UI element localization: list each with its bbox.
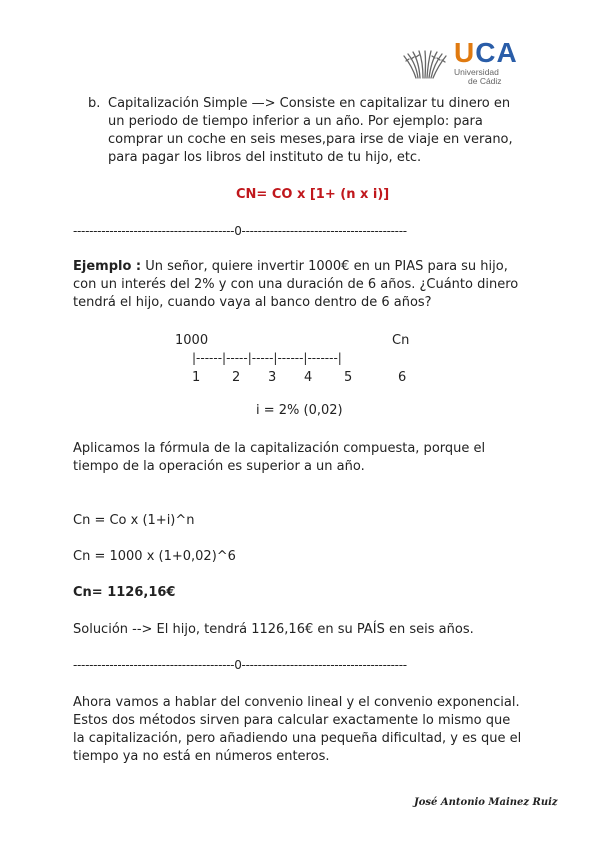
text-line: Estos dos métodos sirven para calcular exactamente lo mismo que — [73, 713, 511, 728]
explanation-paragraph — [73, 440, 485, 476]
logo-subtitle-line2: de Cádiz — [468, 76, 502, 86]
text-line: con un interés del 2% y con una duración de 6 años. ¿Cuánto dinero — [73, 277, 519, 292]
text-line: Aplicamos la fórmula de la capitalización compuesta, porque el — [73, 441, 486, 456]
text-line: tiempo de la operación es superior a un año. — [73, 459, 365, 474]
text-line: un periodo de tiempo inferior a un año. Por ejemplo: para — [108, 114, 483, 129]
section-separator: ----------------------------------------0----------------------------------------- — [73, 658, 407, 672]
timeline-period: 4 — [304, 370, 313, 385]
logo-wordmark — [454, 38, 518, 68]
timeline-period: 6 — [398, 370, 407, 385]
list-marker: b. — [88, 96, 101, 111]
simple-capitalization-formula: CN= CO x [1+ (n x i)] — [236, 187, 390, 202]
result-value: Cn= 1126,16€ — [73, 585, 176, 600]
example-paragraph — [73, 258, 518, 312]
section-separator: ----------------------------------------0----------------------------------------- — [73, 224, 407, 238]
logo-letters-ca: CA — [475, 37, 518, 68]
solution-text: Solución --> El hijo, tendrá 1126,16€ en su PAÍS en seis años. — [73, 622, 474, 637]
fronds-logo-icon — [402, 48, 448, 80]
logo-subtitle — [454, 68, 502, 86]
example-text: Un señor, quiere invertir 1000€ en un PIAS para su hijo, — [141, 259, 508, 274]
substituted-formula: Cn = 1000 x (1+0,02)^6 — [73, 549, 236, 564]
text-line — [73, 258, 518, 276]
list-item-text — [108, 95, 513, 167]
logo-subtitle-line1: Universidad — [454, 67, 499, 77]
text-line: comprar un coche en seis meses,para irse de viaje en verano, — [108, 132, 513, 147]
timeline-start-label: 1000 — [175, 333, 209, 348]
logo-letter-u: U — [454, 37, 476, 68]
timeline-end-label: Cn — [392, 333, 410, 348]
timeline-axis: |------|-----|-----|------|-------| — [192, 351, 342, 365]
uca-logo — [402, 38, 522, 88]
timeline-period: 1 — [192, 370, 201, 385]
text-line: la capitalización, pero añadiendo una pequeña dificultad, y es que el — [73, 731, 522, 746]
closing-paragraph — [73, 694, 521, 766]
text-line: Capitalización Simple —> Consiste en capitalizar tu dinero en — [108, 96, 511, 111]
timeline-period: 3 — [268, 370, 277, 385]
example-label: Ejemplo : — [73, 259, 142, 274]
interest-rate: i = 2% (0,02) — [256, 403, 343, 418]
author-signature: José Antonio Mainez Ruiz — [414, 797, 558, 808]
timeline-period: 2 — [232, 370, 241, 385]
text-line: para pagar los libros del instituto de tu hijo, etc. — [108, 150, 422, 165]
timeline-period: 5 — [344, 370, 353, 385]
compound-formula: Cn = Co x (1+i)^n — [73, 513, 195, 528]
text-line: Ahora vamos a hablar del convenio lineal y el convenio exponencial. — [73, 695, 520, 710]
text-line: tendrá el hijo, cuando vaya al banco dentro de 6 años? — [73, 295, 432, 310]
text-line: tiempo ya no está en números enteros. — [73, 749, 330, 764]
